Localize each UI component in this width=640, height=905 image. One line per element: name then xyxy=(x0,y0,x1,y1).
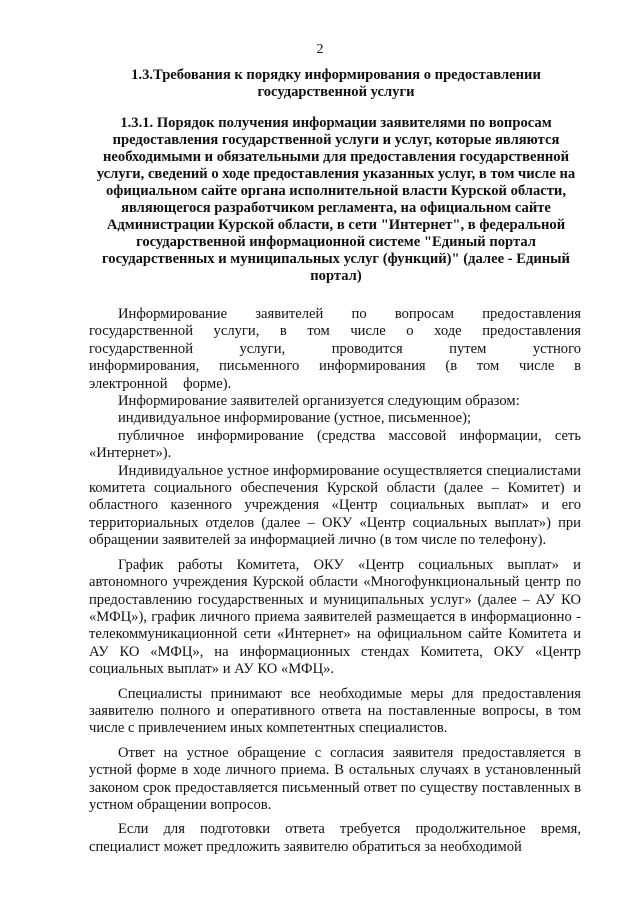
paragraph-individual: индивидуальное информирование (устное, письменное); xyxy=(118,410,472,427)
paragraph-informing: Информирование заявителей по вопросам предоставления государственной услуги, в том числе о ходе предоставления государственной услуги, проводится путем устного информирования, письменного информирования (в том числе в электронной форме). xyxy=(89,306,581,392)
paragraph-long-answer: Если для подготовки ответа требуется продолжительное время, специалист может предложить заявителю обратиться за необходимой xyxy=(89,821,581,855)
paragraph-specialists: Специалисты принимают все необходимые меры для предоставления заявителю полного и оперативного ответа на поставленные вопросы, в том числе с привлечением иных компетентных специалистов. xyxy=(89,685,581,737)
paragraph-schedule: График работы Комитета, ОКУ «Центр социальных выплат» и автономного учреждения Курской области «Многофункциональный центр по предоставлению государственных и муниципальных услуг» (далее – АУ КО «МФЦ»), график личного приема заявителей размещается в информационно - телекоммуникационной сети «Интернет» на официальном сайте Комитета и АУ КО «МФЦ», на информационных стендах Комитета, ОКУ «Центр социальных выплат» и АУ КО «МФЦ». xyxy=(89,556,581,678)
section-heading: 1.3.Требования к порядку информирования о предоставлении государственной услуги xyxy=(131,67,541,100)
paragraph-oral-informing: Индивидуальное устное информирование осуществляется специалистами комитета социального обеспечения Курской области (далее – Комитет) и областного казенного учреждения «Центр социальных выплат» и его территориальных отделов (далее – ОКУ «Центр социальных выплат») при обращении заявителей за информацией лично (в том числе по телефону). xyxy=(89,462,581,549)
document-body xyxy=(89,306,581,856)
paragraph-organization: Информирование заявителей организуется следующим образом: xyxy=(118,393,520,410)
paragraph-public: публичное информирование (средства массовой информации, сеть «Интернет»). xyxy=(89,427,581,462)
subsection-heading: 1.3.1. Порядок получения информации заявителями по вопросам предоставления государственной услуги и услуг, которые являются необходимыми и обязательными для предоставления государственной услуги, сведений о ходе предоставления указанных услуг, в том числе на официальном сайте органа исполнительной власти Курской области, являющегося разработчиком регламента, на официальном сайте Администрации Курской области, в сети "Интернет", в федеральной государственной информационной системе "Единый портал государственных и муниципальных услуг (функций)" (далее - Единый портал) xyxy=(96,115,576,284)
paragraph-oral-answer: Ответ на устное обращение с согласия заявителя предоставляется в устной форме в ходе личного приема. В остальных случаях в установленный законом срок предоставляется письменный ответ по существу поставленных в устном обращении вопросов. xyxy=(89,744,581,813)
page-number: 2 xyxy=(316,42,324,57)
